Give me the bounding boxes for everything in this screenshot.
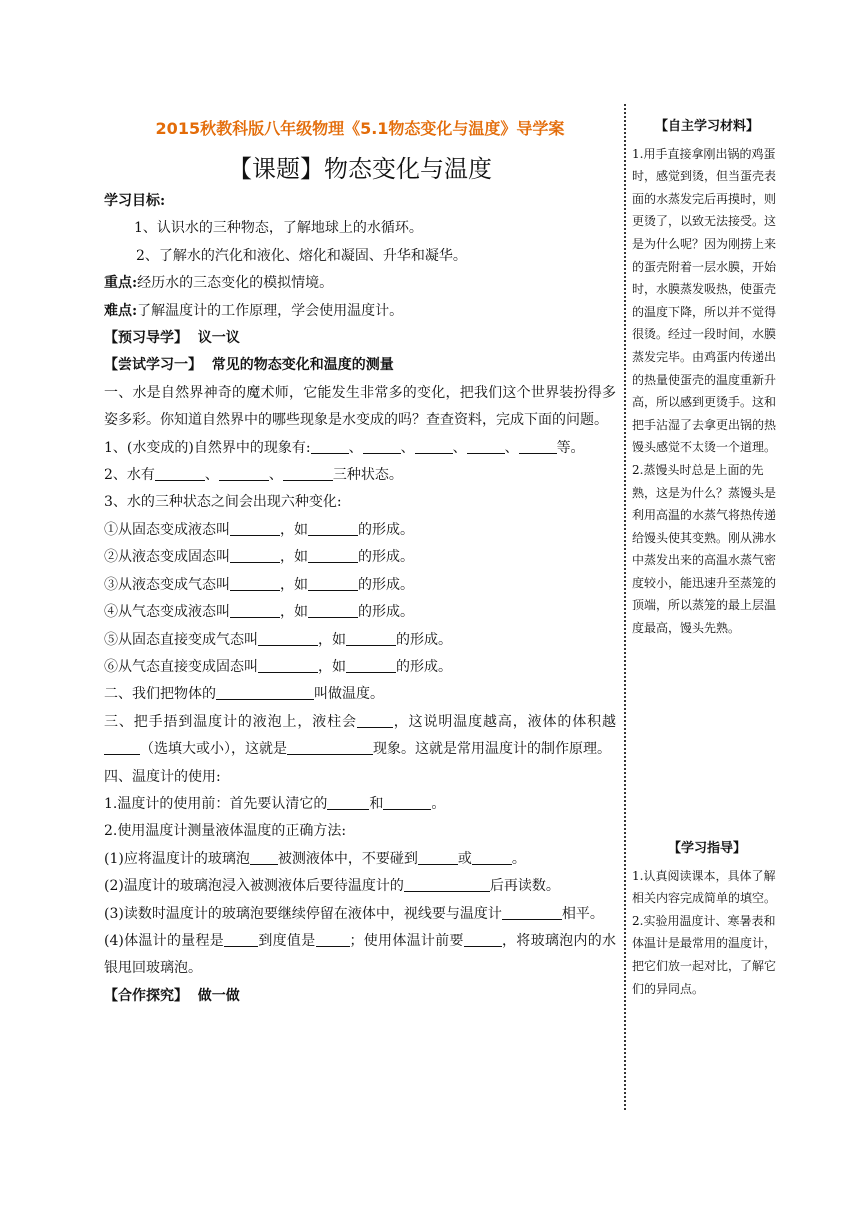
fill-blank[interactable] [383, 795, 431, 810]
sec4-step1 [104, 791, 616, 818]
change-row-2 [104, 544, 616, 571]
change-label: ②从液态变成固态叫 [104, 549, 230, 566]
like-text: ，如 [280, 604, 308, 621]
q1-sep: 、 [348, 439, 363, 456]
change-label: ③从液态变成气态叫 [104, 576, 230, 593]
change-row-4 [104, 599, 616, 626]
key-point-text: 经历水的三态变化的模拟情境。 [137, 275, 334, 292]
sec3-part4: 现象。这就是常用温度计的制作原理。 [373, 741, 611, 758]
document-title: 2015秋教科版八年级物理《5.1物态变化与温度》导学案 [155, 119, 565, 138]
q1-sep: 、 [504, 439, 519, 456]
section4-heading: 四、温度计的使用: [104, 768, 221, 785]
fill-blank[interactable] [308, 521, 358, 536]
change-label: ⑤从固态直接变成气态叫 [104, 631, 258, 648]
fill-blank[interactable] [472, 850, 512, 865]
fill-blank[interactable] [230, 548, 280, 563]
s2b-suffix: 后再读数。 [489, 878, 560, 895]
study-guide [632, 838, 782, 1000]
q2-sep: 、 [204, 467, 219, 484]
preview-heading [104, 325, 616, 352]
fill-blank[interactable] [357, 713, 393, 728]
fill-blank[interactable] [346, 631, 396, 646]
change-label: ⑥从气态直接变成固态叫 [104, 658, 258, 675]
formed-text: 的形成。 [358, 521, 414, 538]
section1-intro: 一、水是自然界神奇的魔术师，它能发生非常多的变化，把我们这个世界装扮得多姿多彩。你知道自然界中的哪些现象是水变成的吗？查查资料，完成下面的问题。 [104, 384, 616, 429]
fill-blank[interactable] [230, 603, 280, 618]
fill-blank[interactable] [258, 658, 318, 673]
key-point [104, 270, 616, 297]
fill-blank[interactable] [104, 740, 140, 755]
q2-prefix: 2、水有 [104, 467, 155, 484]
fill-blank[interactable] [155, 466, 205, 481]
coop-heading [104, 983, 616, 1010]
s2d-part4: ，将玻璃泡内的水银甩回玻璃泡。 [104, 932, 616, 977]
fill-blank[interactable] [308, 603, 358, 618]
fill-blank[interactable] [346, 658, 396, 673]
like-text: ，如 [280, 549, 308, 566]
key-point-label: 重点: [104, 275, 138, 292]
coop-label: 【合作探究】 [104, 987, 188, 1004]
material-item-1: 1.用手直接拿刚出锅的鸡蛋时，感觉到烫，但当蛋壳表面的水蒸发完后再摸时，则更烫了，以致无法接受。这是为什么呢？因为刚捞上来的蛋壳附着一层水膜，开始时，水膜蒸发吸热，使蛋壳的温度下降，所以并不觉得很烫。经过一段时间，水膜蒸发完毕。由鸡蛋内传递出的热量使蛋壳的温度重新升高，所以感到更烫手。这和把手沾湿了去拿更出锅的热馒头感觉不太烫一个道理。 [632, 146, 777, 455]
s2b-prefix: (2)温度计的玻璃泡浸入被测液体后要待温度计的 [104, 878, 404, 895]
material-heading: 【自主学习材料】 [654, 119, 759, 134]
formed-text: 的形成。 [358, 576, 414, 593]
preview-label: 【预习导学】 [104, 330, 188, 347]
fill-blank[interactable] [404, 877, 490, 892]
change-row-1 [104, 517, 616, 544]
fill-blank[interactable] [363, 439, 401, 454]
fill-blank[interactable] [502, 905, 562, 920]
s2a-prefix: (1)应将温度计的玻璃泡 [104, 850, 250, 867]
sec2-suffix: 叫做温度。 [314, 686, 384, 703]
lesson-title: 【课题】物态变化与温度 [228, 155, 492, 183]
change-row-3 [104, 572, 616, 599]
fill-blank[interactable] [216, 685, 314, 700]
like-text: ，如 [280, 576, 308, 593]
self-study-material [632, 116, 782, 640]
fill-blank[interactable] [316, 932, 350, 947]
column-divider [624, 104, 626, 1110]
section2 [104, 681, 616, 708]
s1-suffix: 。 [431, 795, 446, 812]
objective-2: 2、了解水的汽化和液化、熔化和凝固、升华和凝华。 [136, 247, 467, 264]
fill-blank[interactable] [230, 576, 280, 591]
try1-label: 【尝试学习一】 [104, 357, 202, 374]
sec2-prefix: 二、我们把物体的 [104, 686, 216, 703]
preview-text: 议一议 [197, 330, 240, 347]
material-item-2: 2.蒸馒头时总是上面的先熟，这是为什么？蒸馒头是利用高温的水蒸气将热传递给馒头使其变熟。刚从沸水中蒸发出来的高温水蒸气密度较小，能迅速升至蒸笼的顶端，所以蒸笼的最上层温度最高，馒头先熟。 [632, 462, 777, 636]
fill-blank[interactable] [250, 850, 278, 865]
s2a-or: 或 [457, 850, 472, 867]
fill-blank[interactable] [415, 439, 453, 454]
q1-suffix: 等。 [556, 439, 585, 456]
s2d-part2: 到度值是 [258, 932, 316, 949]
difficulty [104, 298, 616, 325]
like-text: ，如 [280, 521, 308, 538]
formed-text: 的形成。 [396, 631, 452, 648]
change-row-6 [104, 654, 616, 681]
objective-1: 1、认识水的三种物态，了解地球上的水循环。 [134, 220, 423, 237]
formed-text: 的形成。 [358, 549, 414, 566]
formed-text: 的形成。 [396, 658, 452, 675]
q1-sep: 、 [400, 439, 415, 456]
like-text: ，如 [318, 658, 346, 675]
sec3-part1: 三、把手捂到温度计的液泡上，液柱会 [104, 713, 357, 730]
guide-heading: 【学习指导】 [667, 841, 746, 856]
s2d-part3: ；使用体温计前要 [349, 932, 464, 949]
fill-blank[interactable] [258, 631, 318, 646]
fill-blank[interactable] [308, 548, 358, 563]
main-column [104, 118, 616, 1010]
s2c-suffix: 相平。 [561, 905, 604, 922]
change-row-5 [104, 627, 616, 654]
guide-item-2: 2.实验用温度计、寒暑表和体温计是最常用的温度计，把它们放一起对比，了解它们的异同点。 [632, 913, 777, 996]
guide-item-1: 1.认真阅读课本，具体了解相关内容完成简单的填空。 [632, 868, 777, 906]
sec3-part3: （选填大或小），这就是 [140, 741, 287, 758]
fill-blank[interactable] [467, 439, 505, 454]
fill-blank[interactable] [224, 932, 258, 947]
fill-blank[interactable] [418, 850, 458, 865]
question-3: 3、水的三种状态之间会出现六种变化: [104, 494, 342, 511]
q2-suffix: 三种状态。 [332, 467, 403, 484]
s1-prefix: 1.温度计的使用前：首先要认清它的 [104, 795, 328, 812]
sec4-step2c [104, 901, 616, 928]
change-label: ④从气态变成液态叫 [104, 604, 230, 621]
fill-blank[interactable] [311, 439, 349, 454]
q1-prefix: 1、(水变成的)自然界中的现象有: [104, 439, 311, 456]
fill-blank[interactable] [519, 439, 557, 454]
fill-blank[interactable] [230, 521, 280, 536]
difficulty-text: 了解温度计的工作原理，学会使用温度计。 [137, 302, 404, 319]
difficulty-label: 难点: [104, 302, 138, 319]
coop-text: 做一做 [197, 987, 240, 1004]
formed-text: 的形成。 [358, 604, 414, 621]
sec4-step2a [104, 846, 616, 873]
question-2 [104, 462, 616, 489]
s2a-suffix: 。 [511, 850, 526, 867]
try1-text: 常见的物态变化和温度的测量 [211, 357, 394, 374]
fill-blank[interactable] [283, 466, 333, 481]
fill-blank[interactable] [327, 795, 369, 810]
sec4-step2: 2.使用温度计测量液体温度的正确方法: [104, 823, 347, 840]
s2a-mid: 被测液体中，不要碰到 [277, 850, 418, 867]
fill-blank[interactable] [219, 466, 269, 481]
sec4-step2b [104, 873, 616, 900]
sec3-part2: ，这说明温度越高，液体的体积越 [392, 713, 616, 730]
like-text: ，如 [318, 631, 346, 648]
change-label: ①从固态变成液态叫 [104, 521, 230, 538]
objectives-heading: 学习目标: [104, 193, 166, 209]
s1-mid: 和 [369, 795, 384, 812]
question-1 [104, 435, 616, 462]
fill-blank[interactable] [308, 576, 358, 591]
try1-heading [104, 352, 616, 379]
fill-blank[interactable] [287, 740, 373, 755]
s2d-part1: (4)体温计的量程是 [104, 932, 225, 949]
q1-sep: 、 [452, 439, 467, 456]
fill-blank[interactable] [464, 932, 502, 947]
s2c-prefix: (3)读数时温度计的玻璃泡要继续停留在液体中，视线要与温度计 [104, 905, 502, 922]
sec4-step2d [104, 928, 616, 983]
section3 [104, 709, 616, 764]
q2-sep: 、 [268, 467, 283, 484]
